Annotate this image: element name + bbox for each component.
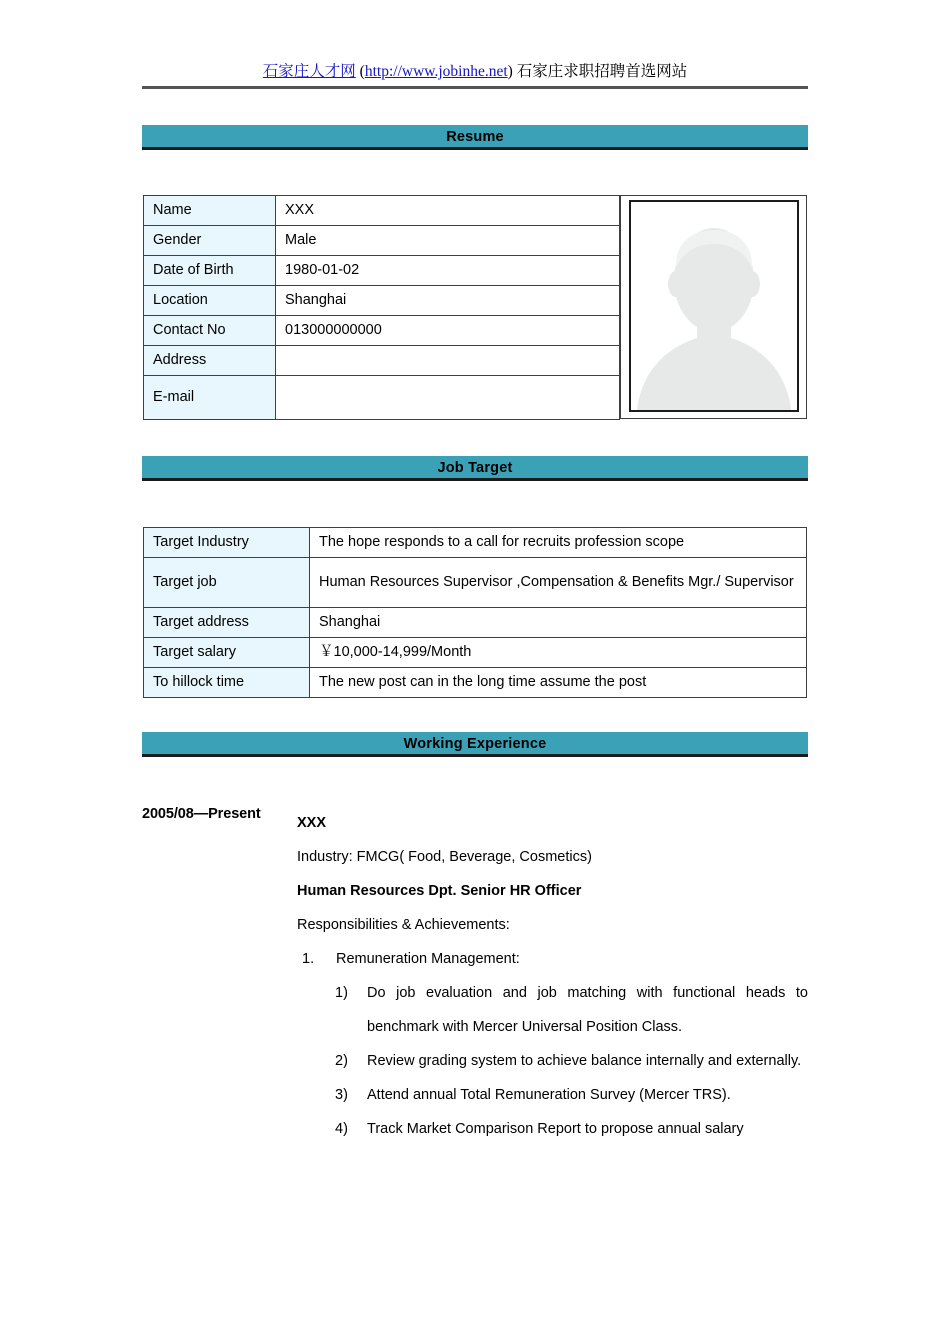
photo-frame [629,200,799,412]
list-item-text: Do job evaluation and job matching with functional heads to benchmark with Mercer Universal Position Class. [367,985,808,1035]
row-label-address: Address [144,346,276,376]
section-heading-resume [142,125,808,150]
job-target-table [143,527,807,698]
experience-company: XXX [297,815,327,831]
row-label-contact-no: Contact No [144,316,276,346]
list-marker: 1) [335,985,348,1001]
row-value-target-industry[interactable]: The hope responds to a call for recruits profession scope [310,528,807,558]
row-value-target-address[interactable]: Shanghai [310,608,807,638]
row-value-address[interactable] [276,346,620,376]
header-open-paren: ( [355,63,365,80]
experience-responsibilities-label: Responsibilities & Achievements: [297,917,510,933]
header-tagline: 石家庄求职招聘首选网站 [516,63,688,80]
experience-date-range: 2005/08—Present [142,806,261,822]
experience-body [297,806,808,1146]
section-heading-job-target-label: Job Target [437,460,513,476]
list-item-text: Track Market Comparison Report to propose annual salary [367,1121,744,1137]
list-item [335,976,808,1044]
photo-cell [620,195,807,419]
table-row [144,226,620,256]
experience-department-title: Human Resources Dpt. Senior HR Officer [297,883,582,899]
row-value-date-of-birth[interactable]: 1980-01-02 [276,256,620,286]
list-item [335,1044,808,1078]
table-row [144,528,807,558]
list-marker: 2) [335,1053,348,1069]
page-header [142,62,808,82]
row-value-gender[interactable]: Male [276,226,620,256]
table-row [144,668,807,698]
row-label-to-hillock-time: To hillock time [144,668,310,698]
row-label-target-job: Target job [144,558,310,608]
row-value-location[interactable]: Shanghai [276,286,620,316]
row-value-name[interactable]: XXX [276,196,620,226]
table-row [144,608,807,638]
table-row [144,286,620,316]
row-label-location: Location [144,286,276,316]
section-heading-job-target [142,456,808,481]
site-name-link[interactable]: 石家庄人才网 [262,63,356,80]
table-row [144,346,620,376]
header-divider [142,86,808,89]
section-heading-working-experience-label: Working Experience [403,736,547,752]
row-label-target-salary: Target salary [144,638,310,668]
row-label-gender: Gender [144,226,276,256]
table-row [144,256,620,286]
list-item [335,1112,808,1146]
table-row [144,316,620,346]
table-row [144,638,807,668]
page-header-text [142,62,808,82]
row-label-name: Name [144,196,276,226]
row-value-target-salary[interactable]: ￥10,000-14,999/Month [310,638,807,668]
row-value-email[interactable] [276,376,620,420]
list-marker: 4) [335,1121,348,1137]
section-heading-resume-label: Resume [446,129,504,145]
header-close-paren: ) [507,63,517,80]
list-marker: 3) [335,1087,348,1103]
list-item-text: Review grading system to achieve balance internally and externally. [367,1053,802,1069]
table-row [144,558,807,608]
row-label-email: E-mail [144,376,276,420]
list-item [335,1078,808,1112]
table-row [144,196,620,226]
list-item-text: Remuneration Management: [336,951,520,967]
row-label-target-industry: Target Industry [144,528,310,558]
row-label-date-of-birth: Date of Birth [144,256,276,286]
list-item-text: Attend annual Total Remuneration Survey (Mercer TRS). [367,1087,731,1103]
experience-industry: Industry: FMCG( Food, Beverage, Cosmetics) [297,849,592,865]
row-value-target-job[interactable]: Human Resources Supervisor ,Compensation & Benefits Mgr./ Supervisor [310,558,807,608]
site-url-link[interactable]: http://www.jobinhe.net [364,63,508,80]
list-marker: 1. [302,951,315,967]
row-label-target-address: Target address [144,608,310,638]
row-value-to-hillock-time[interactable]: The new post can in the long time assume the post [310,668,807,698]
personal-info-table [143,195,620,420]
row-value-contact-no[interactable]: 013000000000 [276,316,620,346]
section-heading-working-experience [142,732,808,757]
list-item [302,942,808,976]
table-row [144,376,620,420]
person-silhouette-icon [631,202,797,410]
